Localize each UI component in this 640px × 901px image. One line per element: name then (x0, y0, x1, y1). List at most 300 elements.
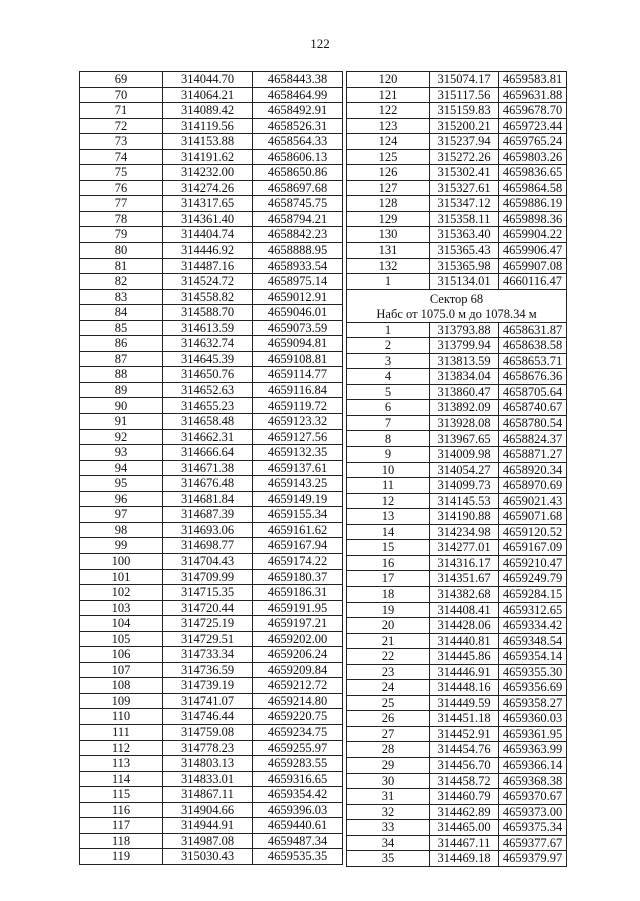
y-coordinate: 4659355.30 (499, 664, 567, 680)
table-row (80, 771, 343, 787)
y-coordinate: 4658740.67 (499, 400, 567, 416)
point-number: 77 (80, 196, 163, 212)
table-row (80, 802, 343, 818)
table-row (80, 600, 343, 616)
x-coordinate: 313892.09 (430, 400, 499, 416)
y-coordinate: 4659108.81 (253, 351, 343, 367)
table-row (80, 289, 343, 305)
point-number: 1 (347, 322, 430, 338)
table-row (347, 415, 567, 431)
point-number: 124 (347, 134, 430, 150)
y-coordinate: 4659120.52 (499, 524, 567, 540)
table-row (347, 384, 567, 400)
x-coordinate: 314277.01 (430, 540, 499, 556)
point-number: 26 (347, 711, 430, 727)
y-coordinate: 4658638.58 (499, 338, 567, 354)
sector-subtitle: Набс от 1075.0 м до 1078.34 м (376, 306, 537, 321)
table-row (80, 320, 343, 336)
x-coordinate: 314741.07 (163, 693, 253, 709)
x-coordinate: 314698.77 (163, 538, 253, 554)
x-coordinate: 315117.56 (430, 87, 499, 103)
point-number: 8 (347, 431, 430, 447)
x-coordinate: 314467.11 (430, 835, 499, 851)
point-number: 11 (347, 478, 430, 494)
table-row (80, 476, 343, 492)
y-coordinate: 4659348.54 (499, 633, 567, 649)
table-row (347, 726, 567, 742)
y-coordinate: 4658888.95 (253, 243, 343, 259)
point-number: 114 (80, 771, 163, 787)
point-number: 96 (80, 491, 163, 507)
x-coordinate: 314720.44 (163, 600, 253, 616)
y-coordinate: 4659535.35 (253, 849, 343, 865)
table-row (347, 571, 567, 587)
y-coordinate: 4659396.03 (253, 802, 343, 818)
x-coordinate: 315363.40 (430, 227, 499, 243)
x-coordinate: 314645.39 (163, 351, 253, 367)
x-coordinate: 315074.17 (430, 72, 499, 88)
y-coordinate: 4659803.26 (499, 149, 567, 165)
x-coordinate: 314487.16 (163, 258, 253, 274)
point-number: 18 (347, 586, 430, 602)
point-number: 90 (80, 398, 163, 414)
y-coordinate: 4659094.81 (253, 336, 343, 352)
point-number: 79 (80, 227, 163, 243)
point-number: 70 (80, 87, 163, 103)
point-number: 9 (347, 447, 430, 463)
point-number: 118 (80, 833, 163, 849)
y-coordinate: 4658443.38 (253, 72, 343, 88)
y-coordinate: 4659440.61 (253, 818, 343, 834)
point-number: 27 (347, 726, 430, 742)
table-row (347, 835, 567, 851)
point-number: 29 (347, 757, 430, 773)
y-coordinate: 4659360.03 (499, 711, 567, 727)
y-coordinate: 4658464.99 (253, 87, 343, 103)
x-coordinate: 314452.91 (430, 726, 499, 742)
y-coordinate: 4658871.27 (499, 447, 567, 463)
x-coordinate: 315134.01 (430, 274, 499, 290)
table-row (80, 258, 343, 274)
y-coordinate: 4658933.54 (253, 258, 343, 274)
y-coordinate: 4659012.91 (253, 289, 343, 305)
point-number: 78 (80, 211, 163, 227)
table-row (80, 740, 343, 756)
x-coordinate: 314778.23 (163, 740, 253, 756)
y-coordinate: 4659127.56 (253, 429, 343, 445)
point-number: 95 (80, 476, 163, 492)
table-row (80, 398, 343, 414)
table-row (347, 820, 567, 836)
x-coordinate: 314803.13 (163, 756, 253, 772)
y-coordinate: 4659370.67 (499, 789, 567, 805)
table-row (80, 460, 343, 476)
point-number: 12 (347, 493, 430, 509)
point-number: 1 (347, 274, 430, 290)
table-row (80, 569, 343, 585)
table-row (80, 678, 343, 694)
point-number: 104 (80, 616, 163, 632)
table-row (347, 338, 567, 354)
table-row (347, 757, 567, 773)
y-coordinate: 4659368.38 (499, 773, 567, 789)
table-row (347, 165, 567, 181)
point-number: 76 (80, 180, 163, 196)
point-number: 126 (347, 165, 430, 181)
y-coordinate: 4659283.55 (253, 756, 343, 772)
y-coordinate: 4659214.80 (253, 693, 343, 709)
x-coordinate: 313967.65 (430, 431, 499, 447)
point-number: 110 (80, 709, 163, 725)
x-coordinate: 314317.65 (163, 196, 253, 212)
y-coordinate: 4659206.24 (253, 647, 343, 663)
y-coordinate: 4659487.34 (253, 833, 343, 849)
point-number: 86 (80, 336, 163, 352)
x-coordinate: 314524.72 (163, 274, 253, 290)
y-coordinate: 4659363.99 (499, 742, 567, 758)
x-coordinate: 315030.43 (163, 849, 253, 865)
y-coordinate: 4658745.75 (253, 196, 343, 212)
point-number: 83 (80, 289, 163, 305)
x-coordinate: 314382.68 (430, 586, 499, 602)
table-row (80, 227, 343, 243)
y-coordinate: 4659373.00 (499, 804, 567, 820)
y-coordinate: 4659358.27 (499, 695, 567, 711)
y-coordinate: 4659864.58 (499, 180, 567, 196)
table-row (80, 367, 343, 383)
y-coordinate: 4658970.69 (499, 478, 567, 494)
point-number: 125 (347, 149, 430, 165)
point-number: 81 (80, 258, 163, 274)
x-coordinate: 314729.51 (163, 631, 253, 647)
x-coordinate: 314064.21 (163, 87, 253, 103)
point-number: 84 (80, 305, 163, 321)
y-coordinate: 4659186.31 (253, 585, 343, 601)
table-row (80, 616, 343, 632)
point-number: 71 (80, 103, 163, 119)
table-row (347, 618, 567, 634)
point-number: 116 (80, 802, 163, 818)
table-row (347, 493, 567, 509)
table-row (347, 555, 567, 571)
y-coordinate: 4659123.32 (253, 414, 343, 430)
x-coordinate: 314054.27 (430, 462, 499, 478)
x-coordinate: 314671.38 (163, 460, 253, 476)
point-number: 82 (80, 274, 163, 290)
point-number: 21 (347, 633, 430, 649)
sector-header-row (347, 289, 567, 322)
x-coordinate: 314693.06 (163, 522, 253, 538)
table-row (80, 429, 343, 445)
y-coordinate: 4659375.34 (499, 820, 567, 836)
x-coordinate: 314232.00 (163, 165, 253, 181)
point-number: 98 (80, 522, 163, 538)
x-coordinate: 314746.44 (163, 709, 253, 725)
y-coordinate: 4659334.42 (499, 618, 567, 634)
x-coordinate: 315327.61 (430, 180, 499, 196)
x-coordinate: 314867.11 (163, 787, 253, 803)
table-row (347, 274, 567, 290)
y-coordinate: 4658650.86 (253, 165, 343, 181)
point-number: 97 (80, 507, 163, 523)
table-row (80, 522, 343, 538)
x-coordinate: 314733.34 (163, 647, 253, 663)
y-coordinate: 4659904.22 (499, 227, 567, 243)
table-row (80, 724, 343, 740)
y-coordinate: 4659161.62 (253, 522, 343, 538)
y-coordinate: 4658842.23 (253, 227, 343, 243)
table-row (347, 149, 567, 165)
point-number: 91 (80, 414, 163, 430)
point-number: 112 (80, 740, 163, 756)
table-row (347, 87, 567, 103)
point-number: 88 (80, 367, 163, 383)
point-number: 74 (80, 149, 163, 165)
y-coordinate: 4659583.81 (499, 72, 567, 88)
x-coordinate: 314448.16 (430, 680, 499, 696)
point-number: 3 (347, 353, 430, 369)
x-coordinate: 314469.18 (430, 851, 499, 867)
x-coordinate: 313928.08 (430, 415, 499, 431)
point-number: 30 (347, 773, 430, 789)
y-coordinate: 4659212.72 (253, 678, 343, 694)
x-coordinate: 313813.59 (430, 353, 499, 369)
point-number: 131 (347, 243, 430, 259)
table-row (80, 382, 343, 398)
y-coordinate: 4659167.94 (253, 538, 343, 554)
x-coordinate: 314274.26 (163, 180, 253, 196)
x-coordinate: 314316.17 (430, 555, 499, 571)
y-coordinate: 4659356.69 (499, 680, 567, 696)
point-number: 132 (347, 258, 430, 274)
x-coordinate: 314739.19 (163, 678, 253, 694)
y-coordinate: 4659678.70 (499, 103, 567, 119)
y-coordinate: 4658492.91 (253, 103, 343, 119)
table-row (347, 196, 567, 212)
x-coordinate: 314658.48 (163, 414, 253, 430)
point-number: 31 (347, 789, 430, 805)
point-number: 25 (347, 695, 430, 711)
x-coordinate: 314662.31 (163, 429, 253, 445)
y-coordinate: 4659149.19 (253, 491, 343, 507)
point-number: 111 (80, 724, 163, 740)
y-coordinate: 4658780.54 (499, 415, 567, 431)
table-row (347, 524, 567, 540)
y-coordinate: 4659354.42 (253, 787, 343, 803)
y-coordinate: 4659234.75 (253, 724, 343, 740)
y-coordinate: 4660116.47 (499, 274, 567, 290)
y-coordinate: 4659765.24 (499, 134, 567, 150)
x-coordinate: 314650.76 (163, 367, 253, 383)
table-row (80, 647, 343, 663)
point-number: 122 (347, 103, 430, 119)
x-coordinate: 315358.11 (430, 211, 499, 227)
y-coordinate: 4659284.15 (499, 586, 567, 602)
x-coordinate: 314944.91 (163, 818, 253, 834)
point-number: 73 (80, 134, 163, 150)
x-coordinate: 314460.79 (430, 789, 499, 805)
table-row (80, 818, 343, 834)
y-coordinate: 4659631.88 (499, 87, 567, 103)
table-row (80, 849, 343, 865)
x-coordinate: 315365.98 (430, 258, 499, 274)
point-number: 4 (347, 369, 430, 385)
table-row (80, 211, 343, 227)
table-row (347, 211, 567, 227)
table-row (347, 462, 567, 478)
y-coordinate: 4658920.34 (499, 462, 567, 478)
table-row (347, 633, 567, 649)
y-coordinate: 4659202.00 (253, 631, 343, 647)
y-coordinate: 4659073.59 (253, 320, 343, 336)
table-row (80, 585, 343, 601)
x-coordinate: 314833.01 (163, 771, 253, 787)
point-number: 115 (80, 787, 163, 803)
x-coordinate: 314451.18 (430, 711, 499, 727)
table-row (80, 756, 343, 772)
x-coordinate: 314987.08 (163, 833, 253, 849)
y-coordinate: 4659167.09 (499, 540, 567, 556)
x-coordinate: 315237.94 (430, 134, 499, 150)
table-row (80, 414, 343, 430)
y-coordinate: 4658697.68 (253, 180, 343, 196)
table-row (80, 72, 343, 88)
x-coordinate: 314119.56 (163, 118, 253, 134)
x-coordinate: 314652.63 (163, 382, 253, 398)
x-coordinate: 314681.84 (163, 491, 253, 507)
table-row (347, 447, 567, 463)
point-number: 75 (80, 165, 163, 181)
x-coordinate: 314704.43 (163, 553, 253, 569)
point-number: 127 (347, 180, 430, 196)
x-coordinate: 314145.53 (430, 493, 499, 509)
table-row (347, 72, 567, 88)
point-number: 107 (80, 662, 163, 678)
point-number: 103 (80, 600, 163, 616)
table-row (80, 538, 343, 554)
point-number: 130 (347, 227, 430, 243)
table-row (80, 553, 343, 569)
table-row (347, 773, 567, 789)
point-number: 15 (347, 540, 430, 556)
x-coordinate: 313793.88 (430, 322, 499, 338)
point-number: 94 (80, 460, 163, 476)
y-coordinate: 4659907.08 (499, 258, 567, 274)
table-row (347, 134, 567, 150)
table-row (347, 103, 567, 119)
table-row (347, 322, 567, 338)
x-coordinate: 314458.72 (430, 773, 499, 789)
point-number: 72 (80, 118, 163, 134)
table-row (347, 369, 567, 385)
point-number: 129 (347, 211, 430, 227)
x-coordinate: 314715.35 (163, 585, 253, 601)
y-coordinate: 4659137.61 (253, 460, 343, 476)
x-coordinate: 314632.74 (163, 336, 253, 352)
point-number: 93 (80, 445, 163, 461)
y-coordinate: 4658526.31 (253, 118, 343, 134)
point-number: 28 (347, 742, 430, 758)
table-row (347, 353, 567, 369)
table-row (347, 118, 567, 134)
x-coordinate: 314558.82 (163, 289, 253, 305)
table-row (347, 602, 567, 618)
table-row (347, 478, 567, 494)
table-row (80, 833, 343, 849)
y-coordinate: 4659220.75 (253, 709, 343, 725)
y-coordinate: 4659180.37 (253, 569, 343, 585)
point-number: 22 (347, 649, 430, 665)
table-row (347, 649, 567, 665)
x-coordinate: 314191.62 (163, 149, 253, 165)
table-row (80, 693, 343, 709)
y-coordinate: 4659116.84 (253, 382, 343, 398)
x-coordinate: 314404.74 (163, 227, 253, 243)
y-coordinate: 4658606.13 (253, 149, 343, 165)
point-number: 20 (347, 618, 430, 634)
table-row (80, 709, 343, 725)
table-row (347, 400, 567, 416)
point-number: 92 (80, 429, 163, 445)
table-row (347, 180, 567, 196)
y-coordinate: 4658975.14 (253, 274, 343, 290)
y-coordinate: 4659119.72 (253, 398, 343, 414)
x-coordinate: 314361.40 (163, 211, 253, 227)
table-row (347, 804, 567, 820)
point-number: 17 (347, 571, 430, 587)
y-coordinate: 4659366.14 (499, 757, 567, 773)
x-coordinate: 314009.98 (430, 447, 499, 463)
x-coordinate: 314351.67 (430, 571, 499, 587)
x-coordinate: 314462.89 (430, 804, 499, 820)
y-coordinate: 4659210.47 (499, 555, 567, 571)
table-row (347, 851, 567, 867)
x-coordinate: 314089.42 (163, 103, 253, 119)
x-coordinate: 314449.59 (430, 695, 499, 711)
point-number: 117 (80, 818, 163, 834)
point-number: 32 (347, 804, 430, 820)
y-coordinate: 4659021.43 (499, 493, 567, 509)
y-coordinate: 4659071.68 (499, 509, 567, 525)
table-row (80, 134, 343, 150)
point-number: 10 (347, 462, 430, 478)
point-number: 109 (80, 693, 163, 709)
point-number: 99 (80, 538, 163, 554)
table-row (347, 680, 567, 696)
x-coordinate: 314613.59 (163, 320, 253, 336)
y-coordinate: 4659354.14 (499, 649, 567, 665)
table-row (80, 491, 343, 507)
x-coordinate: 313799.94 (430, 338, 499, 354)
y-coordinate: 4659886.19 (499, 196, 567, 212)
y-coordinate: 4659316.65 (253, 771, 343, 787)
x-coordinate: 314445.86 (430, 649, 499, 665)
y-coordinate: 4659209.84 (253, 662, 343, 678)
x-coordinate: 314099.73 (430, 478, 499, 494)
y-coordinate: 4658564.33 (253, 134, 343, 150)
table-row (80, 507, 343, 523)
table-row (347, 258, 567, 274)
y-coordinate: 4659132.35 (253, 445, 343, 461)
y-coordinate: 4659906.47 (499, 243, 567, 259)
y-coordinate: 4659155.34 (253, 507, 343, 523)
point-number: 108 (80, 678, 163, 694)
point-number: 33 (347, 820, 430, 836)
x-coordinate: 314454.76 (430, 742, 499, 758)
table-row (80, 87, 343, 103)
point-number: 6 (347, 400, 430, 416)
y-coordinate: 4659197.21 (253, 616, 343, 632)
